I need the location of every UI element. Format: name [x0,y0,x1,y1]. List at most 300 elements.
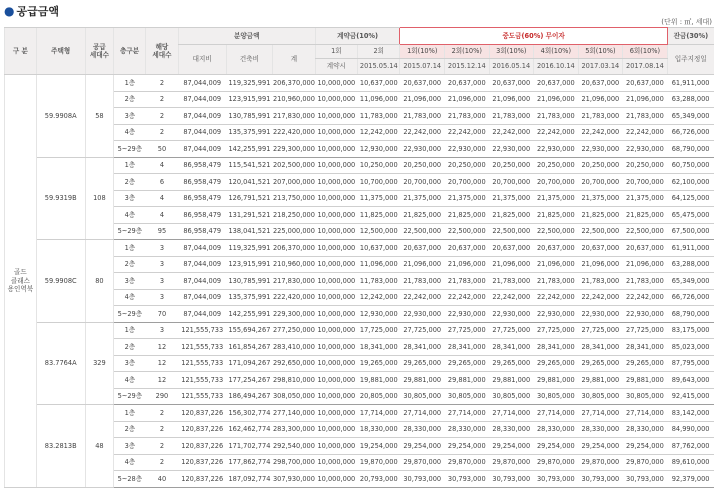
header-supply-households: 공급 세대수 [85,28,114,75]
table-cell: 65,349,000 [667,273,714,290]
table-cell: 5~29층 [114,223,146,240]
table-cell: 156,302,774 [226,405,273,422]
table-cell: 22,500,000 [489,223,534,240]
supply-price-table [4,27,714,488]
table-cell: 87,044,009 [178,108,226,125]
table-cell: 206,370,000 [273,240,315,257]
table-cell: 27,725,000 [445,322,490,339]
header-contract-date-2: 2015.05.14 [358,59,400,75]
table-cell: 70 [146,306,179,323]
table-cell: 2층 [114,174,146,191]
bullet-icon: ● [4,4,15,18]
table-cell: 27,714,000 [578,405,623,422]
table-cell: 18,341,000 [358,339,400,356]
table-cell: 28,330,000 [578,421,623,438]
table-cell: 20,700,000 [534,174,579,191]
table-cell: 30,793,000 [445,471,490,488]
table-cell: 171,094,267 [226,355,273,372]
table-cell: 21,096,000 [400,256,445,273]
table-cell: 4 [146,207,179,224]
supply-households: 80 [85,240,114,323]
table-cell: 21,096,000 [623,91,668,108]
table-cell: 86,958,479 [178,190,226,207]
table-cell: 2 [146,91,179,108]
table-cell: 20,637,000 [489,240,534,257]
table-cell: 83,142,000 [667,405,714,422]
table-cell: 10,000,000 [315,223,357,240]
table-row [5,75,715,92]
table-cell: 29,870,000 [578,454,623,471]
table-body [5,75,715,488]
table-cell: 21,783,000 [445,273,490,290]
table-cell: 3층 [114,273,146,290]
table-cell: 92,415,000 [667,388,714,405]
table-cell: 120,041,521 [226,174,273,191]
table-cell: 21,783,000 [623,108,668,125]
table-cell: 21,825,000 [489,207,534,224]
table-cell: 28,330,000 [534,421,579,438]
table-cell: 126,791,521 [226,190,273,207]
table-cell: 222,420,000 [273,289,315,306]
table-cell: 87,044,009 [178,141,226,158]
table-cell: 30,793,000 [578,471,623,488]
table-cell: 3층 [114,190,146,207]
table-cell: 21,375,000 [400,190,445,207]
table-cell: 85,023,000 [667,339,714,356]
table-cell: 142,255,991 [226,306,273,323]
table-cell: 3 [146,273,179,290]
table-cell: 20,637,000 [623,75,668,92]
table-cell: 3층 [114,355,146,372]
header-land: 대지비 [178,45,226,75]
supply-households: 58 [85,75,114,158]
table-cell: 123,915,991 [226,256,273,273]
table-cell: 29,881,000 [489,372,534,389]
table-row [5,322,715,339]
table-cell: 10,000,000 [315,339,357,356]
table-cell: 3층 [114,108,146,125]
table-cell: 206,370,000 [273,75,315,92]
table-cell: 27,714,000 [489,405,534,422]
table-cell: 12,242,000 [358,289,400,306]
table-cell: 10,700,000 [358,174,400,191]
header-interim-6: 6회(10%) [623,45,668,59]
table-row [5,157,715,174]
supply-households: 108 [85,157,114,240]
table-cell: 63,288,000 [667,256,714,273]
header-move-in-date: 입주지정일 [667,45,714,75]
table-cell: 22,242,000 [623,289,668,306]
table-cell: 28,341,000 [623,339,668,356]
table-cell: 29,881,000 [400,372,445,389]
table-cell: 20,637,000 [578,75,623,92]
table-cell: 130,785,991 [226,108,273,125]
header-building: 건축비 [226,45,273,75]
table-cell: 290 [146,388,179,405]
table-cell: 22,500,000 [400,223,445,240]
table-cell: 87,044,009 [178,240,226,257]
table-cell: 87,044,009 [178,91,226,108]
table-cell: 50 [146,141,179,158]
table-cell: 27,714,000 [400,405,445,422]
table-cell: 21,096,000 [489,91,534,108]
table-cell: 89,643,000 [667,372,714,389]
table-cell: 29,254,000 [489,438,534,455]
table-cell: 22,500,000 [534,223,579,240]
table-cell: 21,375,000 [534,190,579,207]
table-cell: 120,837,226 [178,454,226,471]
section-title-text: 공급금액 [16,5,59,18]
table-cell: 308,050,000 [273,388,315,405]
table-cell: 142,255,991 [226,141,273,158]
table-cell: 28,341,000 [534,339,579,356]
table-cell: 22,242,000 [489,289,534,306]
table-cell: 21,096,000 [534,256,579,273]
table-cell: 95 [146,223,179,240]
table-cell: 4층 [114,207,146,224]
table-cell: 20,637,000 [534,240,579,257]
table-cell: 83,175,000 [667,322,714,339]
table-cell: 22,500,000 [445,223,490,240]
table-cell: 21,783,000 [534,273,579,290]
table-cell: 20,637,000 [445,240,490,257]
table-cell: 28,341,000 [489,339,534,356]
table-cell: 22,242,000 [534,124,579,141]
table-cell: 121,555,733 [178,339,226,356]
house-type: 83.2813B [36,405,85,488]
table-cell: 21,783,000 [578,273,623,290]
table-cell: 20,250,000 [489,157,534,174]
table-cell: 121,555,733 [178,355,226,372]
table-cell: 10,000,000 [315,273,357,290]
table-cell: 207,000,000 [273,174,315,191]
supply-households: 329 [85,322,114,405]
table-cell: 29,254,000 [445,438,490,455]
header-gubun: 구 분 [5,28,37,75]
table-cell: 11,783,000 [358,108,400,125]
table-cell: 1층 [114,75,146,92]
table-cell: 11,096,000 [358,91,400,108]
table-cell: 40 [146,471,179,488]
header-interim-4: 4회(10%) [534,45,579,59]
table-row [5,405,715,422]
table-cell: 21,825,000 [623,207,668,224]
table-cell: 186,494,267 [226,388,273,405]
table-cell: 29,254,000 [623,438,668,455]
table-cell: 30,793,000 [534,471,579,488]
table-cell: 22,242,000 [578,289,623,306]
table-cell: 22,242,000 [578,124,623,141]
table-cell: 21,375,000 [489,190,534,207]
table-cell: 21,375,000 [445,190,490,207]
table-cell: 22,930,000 [534,141,579,158]
table-cell: 135,375,991 [226,289,273,306]
complex-name: 골드 클래스 용인역북 [5,75,37,488]
table-cell: 22,242,000 [445,289,490,306]
table-cell: 2 [146,405,179,422]
supply-households: 48 [85,405,114,488]
table-cell: 298,700,000 [273,454,315,471]
table-cell: 22,930,000 [623,306,668,323]
table-cell: 29,870,000 [489,454,534,471]
table-cell: 119,325,991 [226,240,273,257]
table-cell: 155,694,267 [226,322,273,339]
table-cell: 12 [146,355,179,372]
header-relevant-households: 해당 세대수 [146,28,179,75]
header-supply-price: 분양금액 [178,28,315,45]
table-cell: 63,288,000 [667,91,714,108]
table-cell: 21,783,000 [534,108,579,125]
table-cell: 30,793,000 [400,471,445,488]
table-cell: 20,637,000 [489,75,534,92]
table-cell: 138,041,521 [226,223,273,240]
table-cell: 22,500,000 [578,223,623,240]
header-contract-1: 1회 [315,45,357,59]
table-cell: 64,125,000 [667,190,714,207]
table-cell: 12 [146,339,179,356]
table-cell: 21,783,000 [578,108,623,125]
table-cell: 29,265,000 [400,355,445,372]
table-cell: 20,700,000 [445,174,490,191]
table-cell: 89,610,000 [667,454,714,471]
house-type: 83.7764A [36,322,85,405]
table-cell: 1층 [114,157,146,174]
table-cell: 213,750,000 [273,190,315,207]
table-cell: 10,000,000 [315,124,357,141]
table-cell: 87,762,000 [667,438,714,455]
table-cell: 10,000,000 [315,75,357,92]
table-cell: 4 [146,157,179,174]
table-cell: 19,265,000 [358,355,400,372]
table-cell: 22,930,000 [623,141,668,158]
header-interim-date-6: 2017.08.14 [623,59,668,75]
table-cell: 5~29층 [114,388,146,405]
table-cell: 87,044,009 [178,124,226,141]
table-cell: 20,700,000 [400,174,445,191]
table-cell: 120,837,226 [178,438,226,455]
table-cell: 21,096,000 [578,256,623,273]
table-cell: 120,837,226 [178,405,226,422]
table-cell: 30,805,000 [578,388,623,405]
table-cell: 21,783,000 [400,273,445,290]
table-cell: 5~29층 [114,306,146,323]
table-cell: 21,825,000 [400,207,445,224]
table-cell: 20,250,000 [445,157,490,174]
table-cell: 20,805,000 [358,388,400,405]
table-cell: 21,825,000 [578,207,623,224]
table-cell: 10,000,000 [315,141,357,158]
table-cell: 4층 [114,289,146,306]
table-cell: 10,000,000 [315,289,357,306]
table-cell: 218,250,000 [273,207,315,224]
house-type: 59.9908C [36,240,85,323]
table-cell: 27,714,000 [534,405,579,422]
table-cell: 12,500,000 [358,223,400,240]
table-cell: 10,000,000 [315,322,357,339]
table-cell: 10,000,000 [315,355,357,372]
table-cell: 92,379,000 [667,471,714,488]
table-cell: 229,300,000 [273,141,315,158]
table-cell: 60,750,000 [667,157,714,174]
table-cell: 2층 [114,339,146,356]
table-cell: 87,795,000 [667,355,714,372]
table-cell: 87,044,009 [178,289,226,306]
house-type: 59.9319B [36,157,85,240]
table-cell: 11,375,000 [358,190,400,207]
table-cell: 87,044,009 [178,75,226,92]
table-cell: 210,960,000 [273,256,315,273]
table-cell: 28,330,000 [400,421,445,438]
table-cell: 19,254,000 [358,438,400,455]
table-cell: 10,000,000 [315,207,357,224]
table-cell: 21,783,000 [400,108,445,125]
table-cell: 20,250,000 [623,157,668,174]
table-cell: 86,958,479 [178,174,226,191]
table-cell: 27,725,000 [623,322,668,339]
header-contract-2: 2회 [358,45,400,59]
table-cell: 12 [146,372,179,389]
table-cell: 21,783,000 [489,273,534,290]
table-cell: 67,500,000 [667,223,714,240]
table-cell: 29,870,000 [400,454,445,471]
table-cell: 20,250,000 [400,157,445,174]
table-cell: 87,044,009 [178,273,226,290]
table-cell: 30,805,000 [489,388,534,405]
table-cell: 5~29층 [114,141,146,158]
table-cell: 27,725,000 [578,322,623,339]
table-cell: 22,930,000 [489,306,534,323]
table-cell: 22,930,000 [445,306,490,323]
table-cell: 3층 [114,438,146,455]
section-title [4,3,59,19]
table-cell: 27,725,000 [400,322,445,339]
table-cell: 22,242,000 [445,124,490,141]
table-cell: 29,265,000 [534,355,579,372]
table-cell: 283,300,000 [273,421,315,438]
header-interim-date-1: 2015.07.14 [400,59,445,75]
table-cell: 22,242,000 [400,289,445,306]
table-cell: 30,805,000 [400,388,445,405]
table-cell: 1층 [114,240,146,257]
table-cell: 20,700,000 [578,174,623,191]
table-cell: 10,000,000 [315,91,357,108]
table-cell: 21,096,000 [489,256,534,273]
table-cell: 29,881,000 [445,372,490,389]
table-row [5,240,715,257]
unit-note: (단위 : ㎡, 세대) [661,18,712,26]
table-cell: 10,000,000 [315,438,357,455]
table-cell: 120,837,226 [178,471,226,488]
table-cell: 121,555,733 [178,322,226,339]
table-cell: 22,242,000 [400,124,445,141]
table-cell: 21,096,000 [445,256,490,273]
table-cell: 20,250,000 [578,157,623,174]
table-cell: 68,790,000 [667,141,714,158]
table-cell: 66,726,000 [667,124,714,141]
header-contract: 계약금(10%) [315,28,400,45]
table-cell: 22,930,000 [534,306,579,323]
table-cell: 29,265,000 [489,355,534,372]
table-cell: 30,805,000 [534,388,579,405]
table-cell: 29,265,000 [623,355,668,372]
table-cell: 21,783,000 [623,273,668,290]
header-interim-1: 1회(10%) [400,45,445,59]
header-type: 주택형 [36,28,85,75]
table-cell: 30,805,000 [445,388,490,405]
table-cell: 20,637,000 [400,75,445,92]
table-cell: 10,000,000 [315,174,357,191]
table-cell: 1층 [114,405,146,422]
table-cell: 10,000,000 [315,388,357,405]
house-type: 59.9908A [36,75,85,158]
table-cell: 123,915,991 [226,91,273,108]
table-cell: 22,930,000 [489,141,534,158]
table-cell: 21,825,000 [534,207,579,224]
table-cell: 84,990,000 [667,421,714,438]
table-cell: 12,930,000 [358,141,400,158]
table-cell: 4층 [114,454,146,471]
table-cell: 10,637,000 [358,75,400,92]
table-cell: 292,650,000 [273,355,315,372]
table-cell: 22,930,000 [400,306,445,323]
table-cell: 21,783,000 [445,108,490,125]
table-cell: 119,325,991 [226,75,273,92]
table-cell: 6 [146,174,179,191]
table-cell: 298,810,000 [273,372,315,389]
table-cell: 22,930,000 [445,141,490,158]
table-cell: 135,375,991 [226,124,273,141]
table-cell: 68,790,000 [667,306,714,323]
table-cell: 202,500,000 [273,157,315,174]
table-cell: 65,475,000 [667,207,714,224]
table-cell: 21,096,000 [623,256,668,273]
table-cell: 21,096,000 [534,91,579,108]
table-cell: 29,254,000 [578,438,623,455]
table-cell: 61,911,000 [667,240,714,257]
table-cell: 2 [146,108,179,125]
table-cell: 27,714,000 [445,405,490,422]
table-cell: 27,725,000 [534,322,579,339]
table-cell: 11,783,000 [358,273,400,290]
table-cell: 130,785,991 [226,273,273,290]
table-cell: 29,870,000 [623,454,668,471]
table-cell: 10,000,000 [315,421,357,438]
table-cell: 120,837,226 [178,421,226,438]
table-cell: 28,341,000 [445,339,490,356]
header-interim-3: 3회(10%) [489,45,534,59]
table-cell: 28,341,000 [400,339,445,356]
table-cell: 21,096,000 [445,91,490,108]
table-cell: 10,000,000 [315,108,357,125]
table-cell: 10,637,000 [358,240,400,257]
table-cell: 30,793,000 [489,471,534,488]
table-cell: 12,242,000 [358,124,400,141]
table-cell: 86,958,479 [178,207,226,224]
table-cell: 177,254,267 [226,372,273,389]
table-header [5,28,715,75]
table-cell: 20,637,000 [400,240,445,257]
table-cell: 217,830,000 [273,108,315,125]
table-cell: 10,000,000 [315,405,357,422]
table-cell: 22,930,000 [578,141,623,158]
table-cell: 29,870,000 [445,454,490,471]
table-cell: 162,462,774 [226,421,273,438]
table-cell: 21,825,000 [445,207,490,224]
table-cell: 87,044,009 [178,256,226,273]
table-cell: 28,330,000 [623,421,668,438]
table-cell: 20,637,000 [623,240,668,257]
table-cell: 10,250,000 [358,157,400,174]
